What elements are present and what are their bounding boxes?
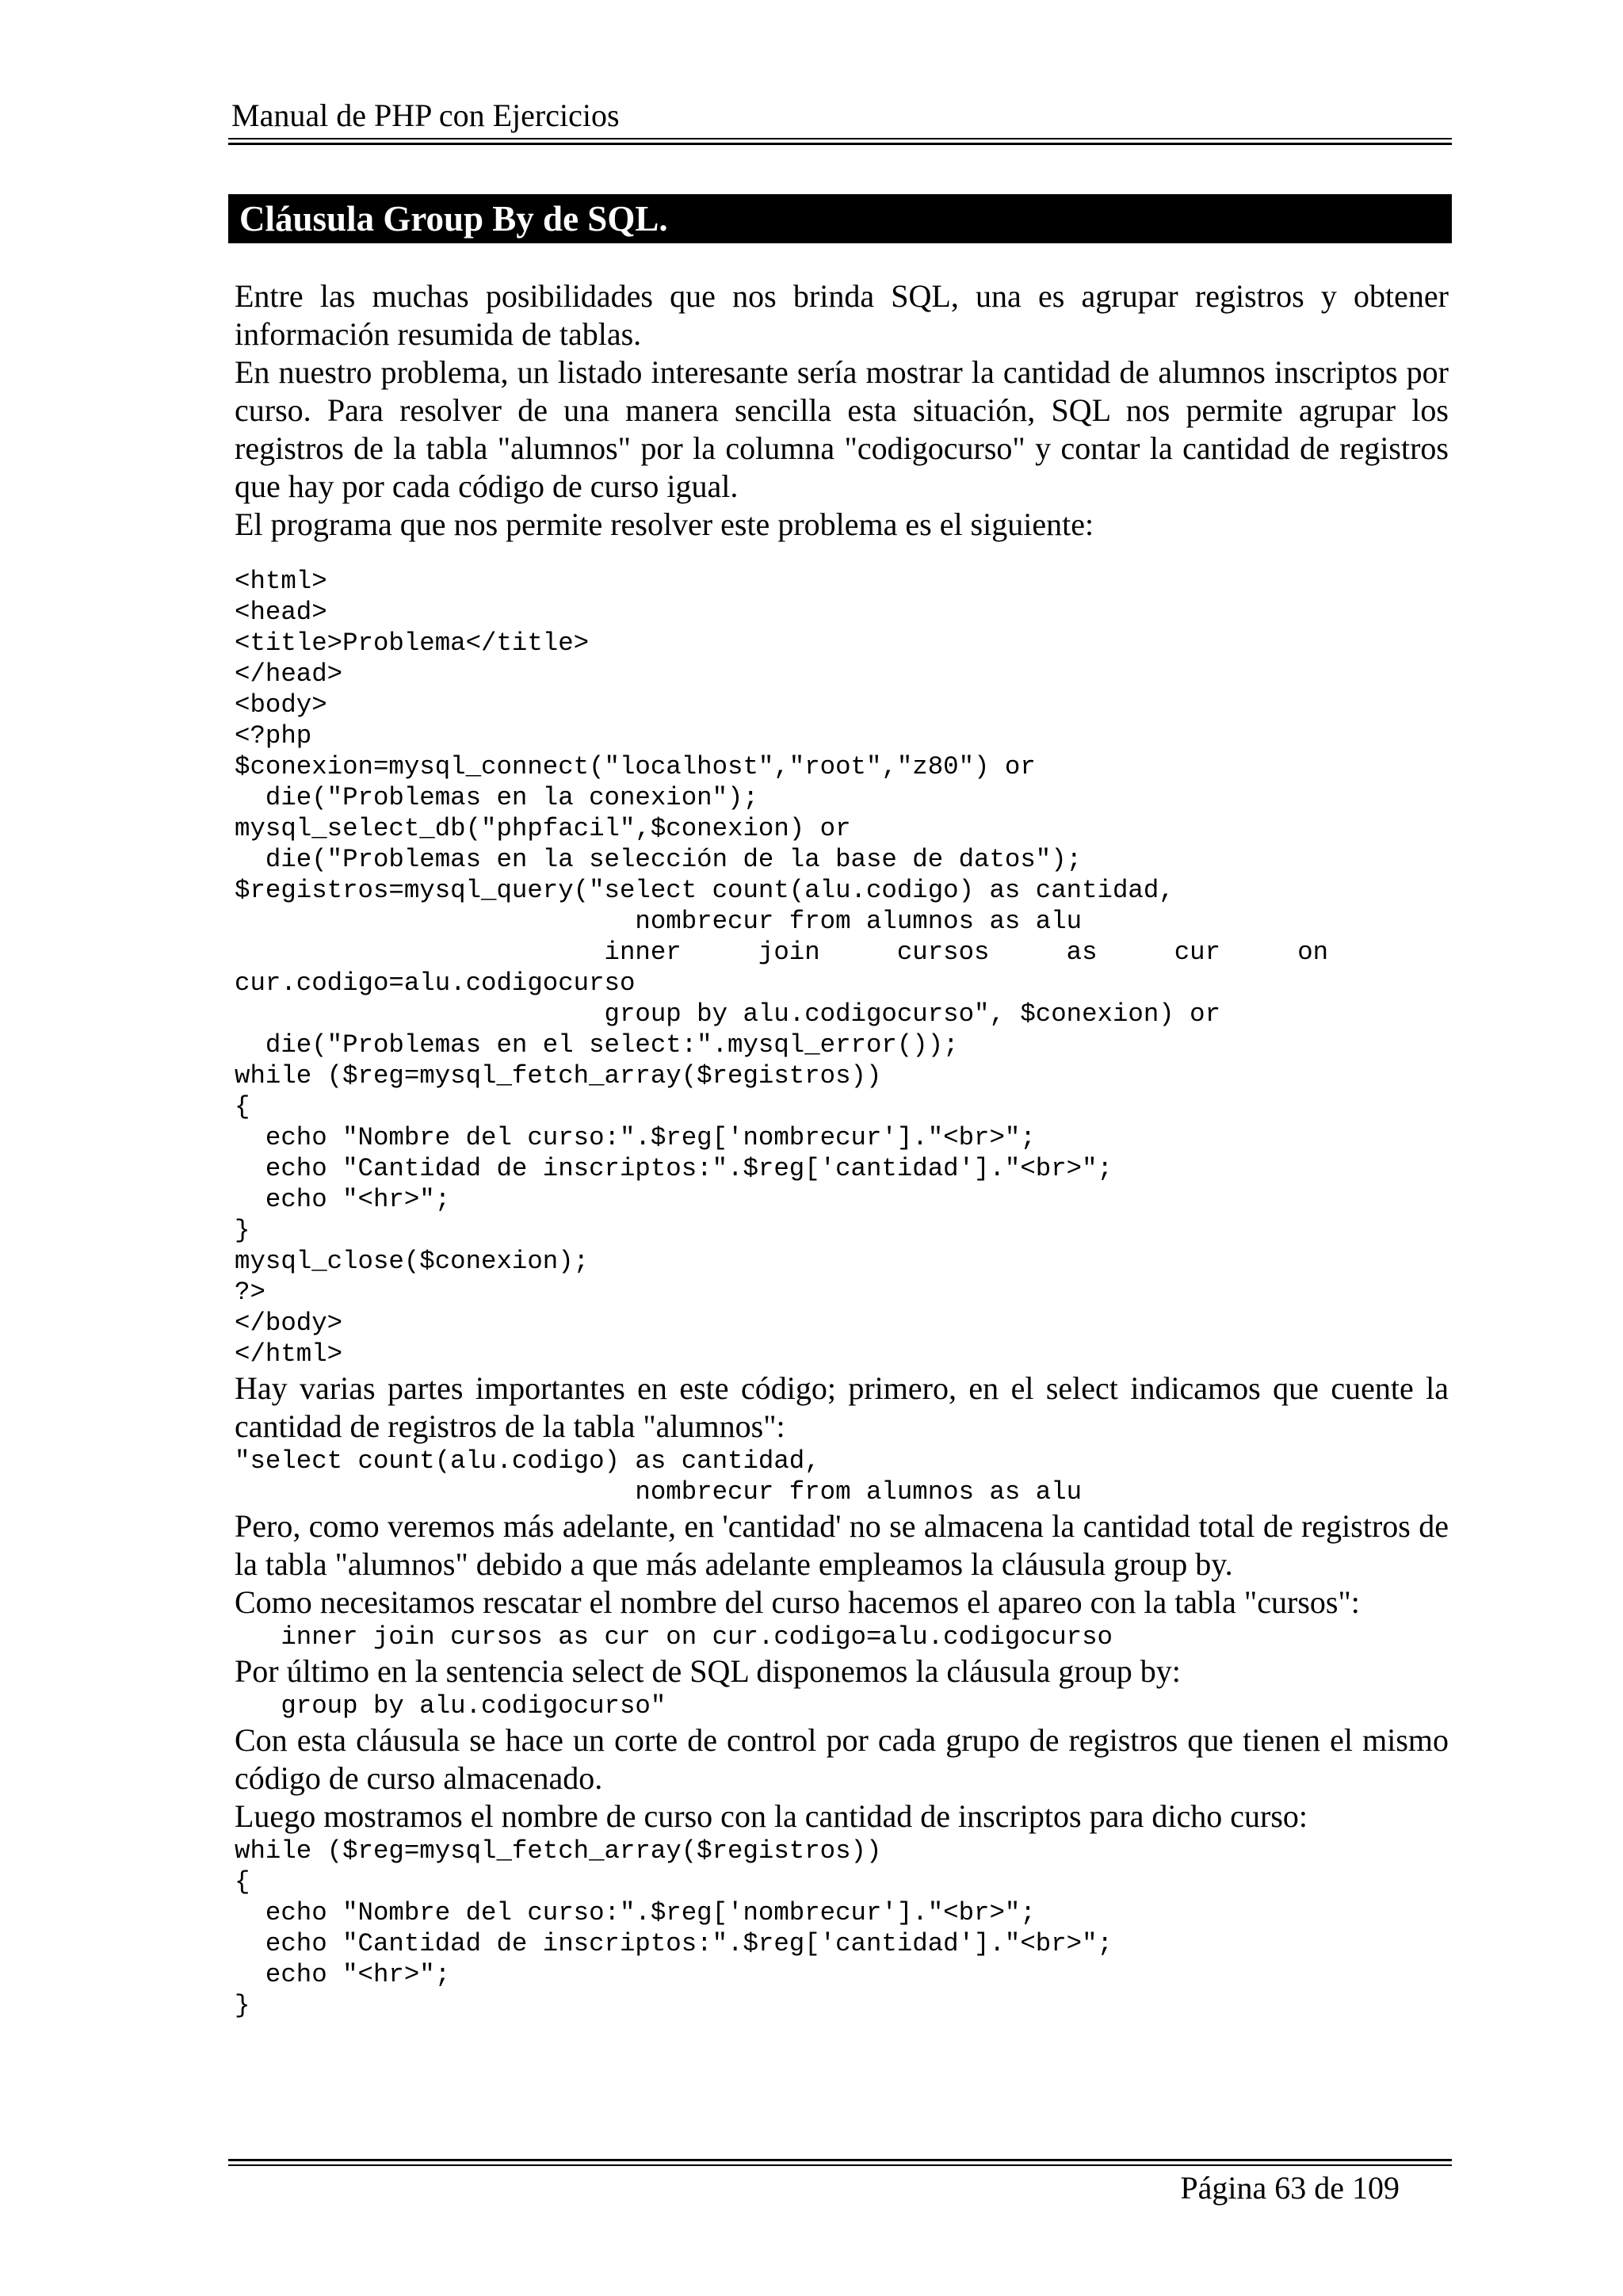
code-line: echo "<hr>"; <box>235 1960 451 1989</box>
code-line: } <box>235 1991 250 2020</box>
code-line: { <box>235 1867 250 1897</box>
code-line: cur.codigo=alu.codigocurso <box>235 968 636 998</box>
paragraph-output-intro: Luego mostramos el nombre de curso con la cantidad de inscriptos para dicho curso: <box>235 1798 1308 1834</box>
paragraph-group-by-intro: Por último en la sentencia select de SQL disponemos la cláusula group by: <box>235 1653 1181 1689</box>
code-line: echo "<hr>"; <box>235 1185 451 1214</box>
code-line: echo "Cantidad de inscriptos:".$reg['cantidad']."<br>"; <box>235 1154 1113 1183</box>
code-line: <?php <box>235 721 312 751</box>
code-line: </html> <box>235 1339 343 1369</box>
code-line: <title>Problema</title> <box>235 628 590 658</box>
code-line: <html> <box>235 567 327 596</box>
code-line: "select count(alu.codigo) as cantidad, <box>235 1446 820 1476</box>
section-heading-bar <box>228 194 1452 243</box>
code-line: die("Problemas en la conexion"); <box>235 783 758 812</box>
code-block-select <box>235 1446 1449 1507</box>
intro-paragraph-2: En nuestro problema, un listado interesante sería mostrar la cantidad de alumnos inscriptos por curso. Para resolver de una manera sencilla esta situación, SQL nos permite agrupar los registros de la tabla "alumnos" por la columna "codigocurso" y contar la cantidad de registros que hay por cada código de curso igual. <box>235 354 1449 504</box>
paragraph-control-break: Con esta cláusula se hace un corte de control por cada grupo de registros que tienen el mismo código de curso almacenado. <box>235 1722 1449 1796</box>
code-line: { <box>235 1092 250 1121</box>
code-line: echo "Nombre del curso:".$reg['nombrecur']."<br>"; <box>235 1898 1036 1927</box>
paragraph-group-by-note: Pero, como veremos más adelante, en 'cantidad' no se almacena la cantidad total de registros de la tabla "alumnos" debido a que más adelante empleamos la cláusula group by. <box>235 1508 1449 1582</box>
code-line: <body> <box>235 690 327 720</box>
code-line: echo "Nombre del curso:".$reg['nombrecur']."<br>"; <box>235 1123 1036 1152</box>
code-line: group by alu.codigocurso", $conexion) or <box>235 999 1221 1029</box>
code-line: inner join cursos as cur on <box>235 938 1329 967</box>
code-line: </body> <box>235 1308 343 1338</box>
code-line: </head> <box>235 659 343 689</box>
intro-paragraph-3: El programa que nos permite resolver este problema es el siguiente: <box>235 506 1094 542</box>
page-content <box>235 277 1449 2021</box>
header-rule <box>228 138 1452 145</box>
code-line-group-by: group by alu.codigocurso" <box>235 1691 666 1721</box>
spacer <box>235 544 1449 566</box>
code-line: nombrecur from alumnos as alu <box>235 907 1083 936</box>
footer-rule <box>228 2159 1452 2166</box>
paragraph-join-intro: Como necesitamos rescatar el nombre del curso hacemos el apareo con la tabla "cursos": <box>235 1584 1360 1620</box>
code-line: ?> <box>235 1278 265 1307</box>
running-header: Manual de PHP con Ejercicios <box>231 97 620 133</box>
page-number: Página 63 de 109 <box>1180 2170 1400 2206</box>
intro-paragraph-1: Entre las muchas posibilidades que nos brinda SQL, una es agrupar registros y obtener información resumida de tablas. <box>235 278 1449 352</box>
code-line: die("Problemas en el select:".mysql_error()); <box>235 1030 959 1060</box>
code-line: while ($reg=mysql_fetch_array($registros)) <box>235 1061 882 1091</box>
code-line: die("Problemas en la selección de la base de datos"); <box>235 845 1083 874</box>
code-line: mysql_close($conexion); <box>235 1247 590 1276</box>
code-block-main <box>235 566 1449 1370</box>
code-line: while ($reg=mysql_fetch_array($registros)) <box>235 1836 882 1866</box>
section-title: Cláusula Group By de SQL. <box>239 199 668 239</box>
code-line: nombrecur from alumnos as alu <box>235 1477 1083 1507</box>
code-line: mysql_select_db("phpfacil",$conexion) or <box>235 814 851 843</box>
code-block-while <box>235 1836 1449 2021</box>
code-line: echo "Cantidad de inscriptos:".$reg['cantidad']."<br>"; <box>235 1929 1113 1958</box>
code-line: $conexion=mysql_connect("localhost","root","z80") or <box>235 752 1036 781</box>
code-line: $registros=mysql_query("select count(alu.codigo) as cantidad, <box>235 876 1174 905</box>
paragraph-select-explanation: Hay varias partes importantes en este código; primero, en el select indicamos que cuente la cantidad de registros de la tabla "alumnos": <box>235 1370 1449 1444</box>
code-line: <head> <box>235 598 327 627</box>
code-line-join: inner join cursos as cur on cur.codigo=alu.codigocurso <box>235 1622 1113 1652</box>
code-line: } <box>235 1216 250 1245</box>
